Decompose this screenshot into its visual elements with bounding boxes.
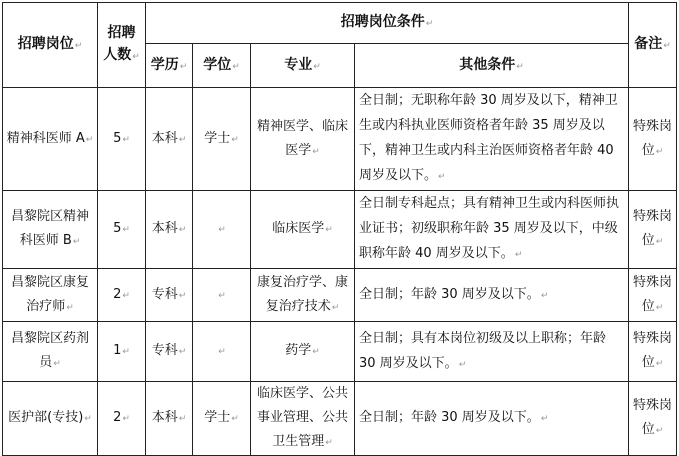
major-cell: 临床医学、公共事业管理、公共卫生管理 ↵: [251, 382, 355, 456]
education-cell: 本科 ↵: [146, 382, 193, 456]
header-position: 招聘岗位 ↵: [3, 3, 98, 88]
position-cell: 医护部(专技) ↵: [3, 382, 98, 456]
header-major: 专业 ↵: [251, 44, 355, 88]
header-conditions: 招聘岗位条件 ↵: [146, 3, 629, 44]
position-cell: 昌黎院区药剂员 ↵: [3, 322, 98, 382]
degree-cell: [193, 269, 251, 322]
education-cell: 本科 ↵: [146, 191, 193, 269]
major-cell: 精神医学、临床医学 ↵: [251, 88, 355, 191]
degree-cell: [193, 191, 251, 269]
major-cell: 药学 ↵: [251, 322, 355, 382]
other-conditions-cell: 全日制专科起点；具有精神卫生或内科医师执业证书；初级职称年龄 35 周岁及以下，中级职称年龄 40 周岁及以下。 ↵: [355, 191, 629, 269]
table-row: [3, 322, 677, 382]
count-cell: 1 ↵: [98, 322, 146, 382]
table-row: [3, 88, 677, 191]
recruitment-table: [2, 2, 677, 456]
position-cell: 昌黎院区康复治疗师 ↵: [3, 269, 98, 322]
count-cell: 2 ↵: [98, 269, 146, 322]
remark-cell: 特殊岗位 ↵: [629, 322, 677, 382]
table-row: [3, 382, 677, 456]
remark-cell: 特殊岗位 ↵: [629, 191, 677, 269]
remark-cell: 特殊岗位 ↵: [629, 382, 677, 456]
remark-cell: 特殊岗位 ↵: [629, 269, 677, 322]
count-cell: 5 ↵: [98, 191, 146, 269]
education-cell: 专科 ↵: [146, 269, 193, 322]
major-cell: 临床医学 ↵: [251, 191, 355, 269]
count-cell: 5 ↵: [98, 88, 146, 191]
header-count: 招聘人数 ↵: [98, 3, 146, 88]
other-conditions-cell: 全日制；具有本岗位初级及以上职称；年龄 30 周岁及以下。 ↵: [355, 322, 629, 382]
count-cell: 2 ↵: [98, 382, 146, 456]
remark-cell: 特殊岗位 ↵: [629, 88, 677, 191]
degree-cell: 学士 ↵: [193, 88, 251, 191]
other-conditions-cell: 全日制；年龄 30 周岁及以下。 ↵: [355, 382, 629, 456]
degree-cell: 学士 ↵: [193, 382, 251, 456]
other-conditions-cell: 全日制；年龄 30 周岁及以下。 ↵: [355, 269, 629, 322]
table-row: [3, 191, 677, 269]
header-education: 学历 ↵: [146, 44, 193, 88]
education-cell: 专科 ↵: [146, 322, 193, 382]
position-cell: 精神科医师 A ↵: [3, 88, 98, 191]
position-cell: 昌黎院区精神科医师 B ↵: [3, 191, 98, 269]
degree-cell: [193, 322, 251, 382]
header-degree: 学位 ↵: [193, 44, 251, 88]
header-remark: 备注 ↵: [629, 3, 677, 88]
education-cell: 本科 ↵: [146, 88, 193, 191]
table-row: [3, 269, 677, 322]
major-cell: 康复治疗学、康复治疗技术 ↵: [251, 269, 355, 322]
header-other: 其他条件 ↵: [355, 44, 629, 88]
other-conditions-cell: 全日制；无职称年龄 30 周岁及以下，精神卫生或内科执业医师资格者年龄 35 周岁及以下，精神卫生或内科主治医师资格者年龄 40 周岁及以下。 ↵: [355, 88, 629, 191]
